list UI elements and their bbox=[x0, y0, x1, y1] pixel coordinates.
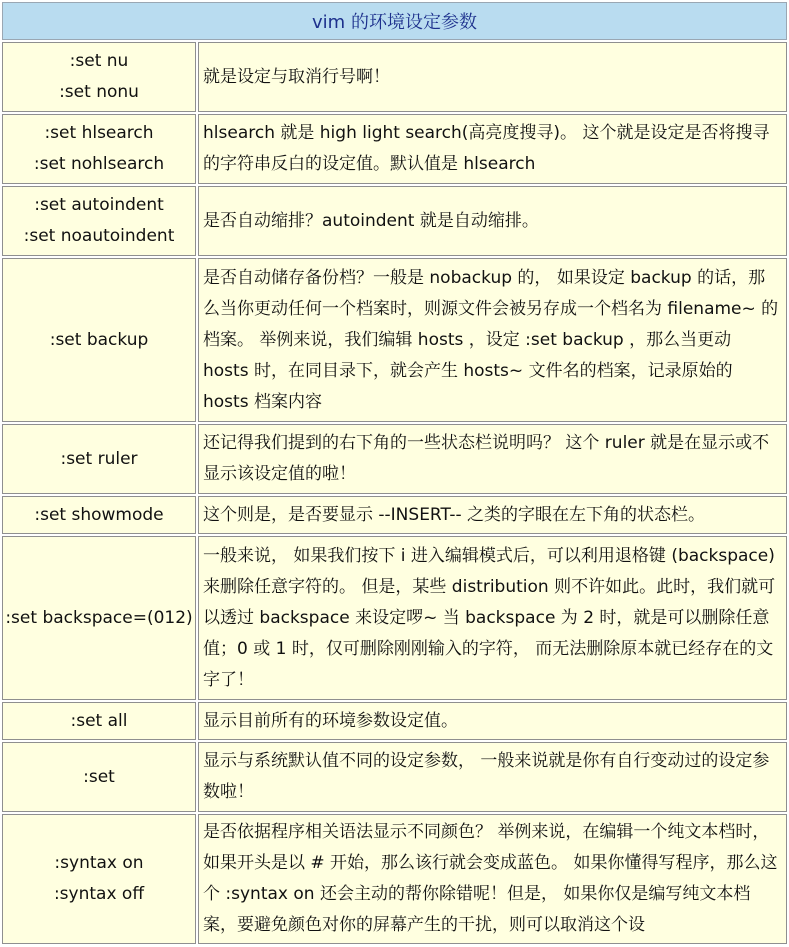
command-cell bbox=[2, 702, 196, 740]
table-row bbox=[2, 742, 787, 812]
table-row bbox=[2, 702, 787, 740]
description-cell: 一般来说， 如果我们按下 i 进入编辑模式后，可以利用退格键 (backspace) 来删除任意字符的。 但是，某些 distribution 则不许如此。此时，我们就可以透过 backspace 来设定啰~ 当 backspace 为 2 时，就是可以删除任意值；0 或 1 时，仅可删除刚刚输入的字符， 而无法删除原本就已经存在的文字了！ bbox=[198, 536, 787, 700]
description-cell: 还记得我们提到的右下角的一些状态栏说明吗？ 这个 ruler 就是在显示或不显示该设定值的啦！ bbox=[198, 424, 787, 494]
description-cell: 这个则是，是否要显示 --INSERT-- 之类的字眼在左下角的状态栏。 bbox=[198, 496, 787, 534]
command-text: :set backup bbox=[49, 329, 149, 350]
command-cell bbox=[2, 742, 196, 812]
command-cell bbox=[2, 114, 196, 184]
table-title: vim 的环境设定参数 bbox=[2, 2, 787, 40]
description-cell: 就是设定与取消行号啊！ bbox=[198, 42, 787, 112]
command-text: :syntax off bbox=[53, 884, 145, 904]
table-row bbox=[2, 42, 787, 112]
table-row bbox=[2, 814, 787, 944]
command-text: :syntax on bbox=[54, 853, 144, 873]
command-cell bbox=[2, 186, 196, 256]
command-text: :set all bbox=[70, 710, 128, 731]
description-cell: 显示与系统默认值不同的设定参数， 一般来说就是你有自行变动过的设定参数啦！ bbox=[198, 742, 787, 812]
description-cell: 是否自动储存备份档？一般是 nobackup 的， 如果设定 backup 的话，那么当你更动任何一个档案时，则源文件会被另存成一个档名为 filename~ 的档案。 举例来说，我们编辑 hosts ，设定 :set backup ，那么当更动 hosts 时，在同目录下，就会产生 hosts~ 文件名的档案，记录原始的 hosts 档案内容 bbox=[198, 258, 787, 422]
command-cell bbox=[2, 496, 196, 534]
command-text: :set bbox=[83, 766, 115, 787]
table-row bbox=[2, 424, 787, 494]
description-cell: 是否自动缩排？autoindent 就是自动缩排。 bbox=[198, 186, 787, 256]
command-cell bbox=[2, 258, 196, 422]
description-cell: 显示目前所有的环境参数设定值。 bbox=[198, 702, 787, 740]
command-text: :set noautoindent bbox=[23, 226, 175, 246]
command-text: :set ruler bbox=[60, 448, 138, 469]
command-cell bbox=[2, 42, 196, 112]
table-row bbox=[2, 114, 787, 184]
table-row bbox=[2, 258, 787, 422]
command-text: :set showmode bbox=[34, 504, 164, 525]
command-text: :set hlsearch bbox=[44, 123, 154, 143]
table-body bbox=[2, 42, 787, 944]
command-text: :set backspace=(012) bbox=[5, 607, 193, 628]
command-text: :set nonu bbox=[59, 82, 139, 102]
table-row bbox=[2, 496, 787, 534]
table-row bbox=[2, 536, 787, 700]
command-cell bbox=[2, 814, 196, 944]
description-cell: hlsearch 就是 high light search(高亮度搜寻)。 这个就是设定是否将搜寻的字符串反白的设定值。默认值是 hlsearch bbox=[198, 114, 787, 184]
command-text: :set nohlsearch bbox=[33, 154, 165, 174]
table-row bbox=[2, 186, 787, 256]
description-cell: 是否依据程序相关语法显示不同颜色？ 举例来说，在编辑一个纯文本档时，如果开头是以 # 开始，那么该行就会变成蓝色。 如果你懂得写程序，那么这个 :syntax on 还会主动的帮你除错呢！但是， 如果你仅是编写纯文本档案，要避免颜色对你的屏幕产生的干扰，则可以取消这个设 bbox=[198, 814, 787, 944]
table-header-row bbox=[2, 2, 787, 40]
command-cell bbox=[2, 536, 196, 700]
command-cell bbox=[2, 424, 196, 494]
command-text: :set nu bbox=[69, 51, 129, 71]
command-text: :set autoindent bbox=[34, 195, 164, 215]
